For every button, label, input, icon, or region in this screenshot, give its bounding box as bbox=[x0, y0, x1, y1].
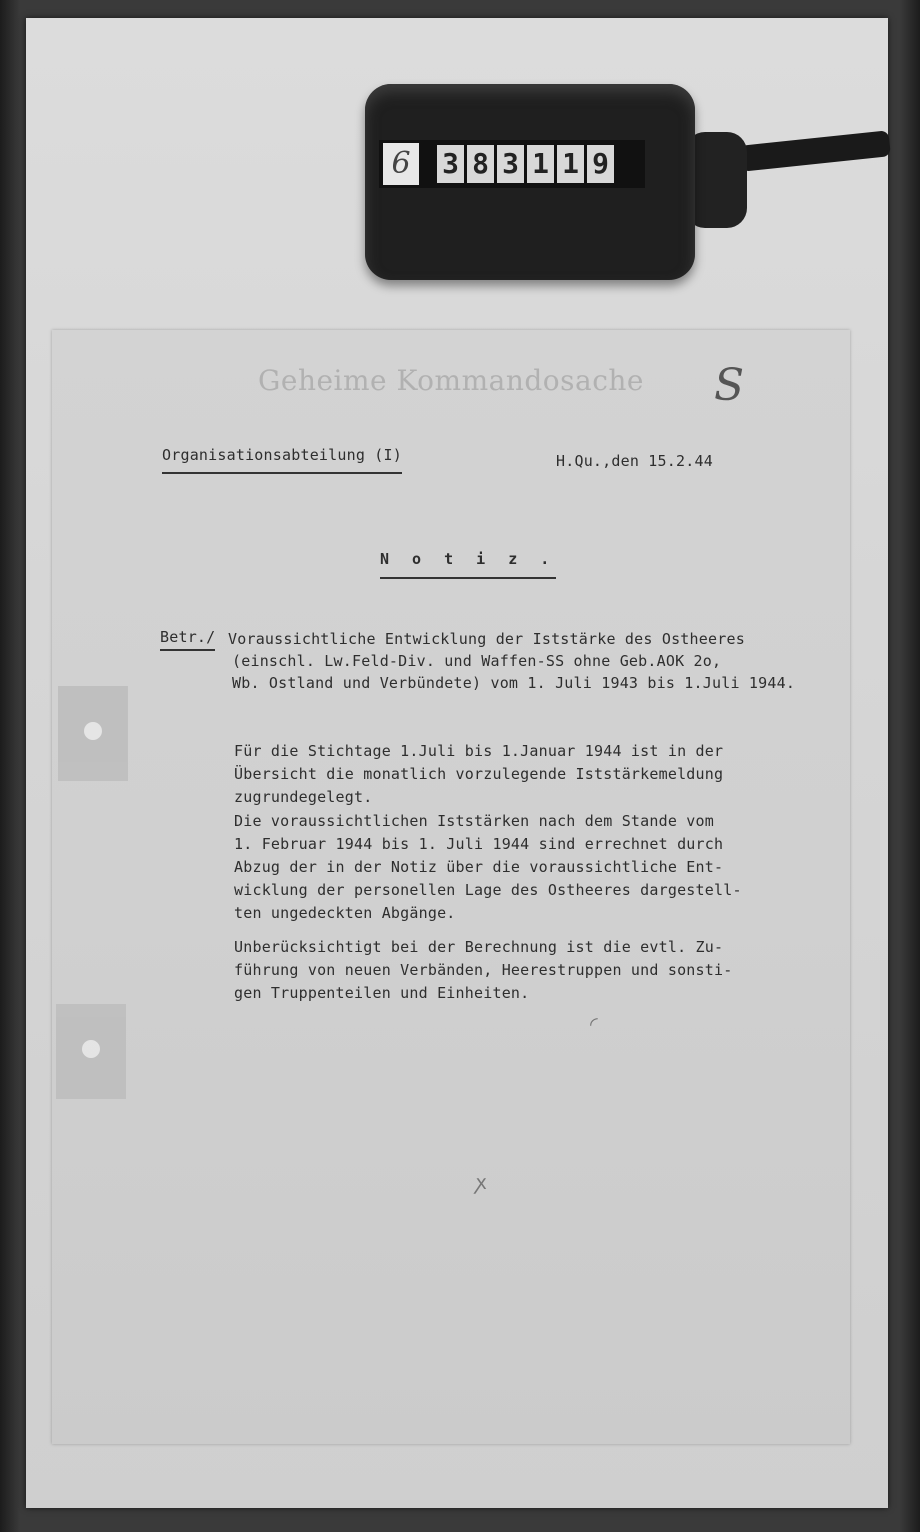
paragraph-2 bbox=[234, 810, 742, 925]
classification-stamp: Geheime Kommandosache bbox=[258, 364, 644, 397]
department-heading: Organisationsabteilung (I) bbox=[162, 444, 402, 474]
counter-digit: 1 bbox=[527, 145, 554, 183]
punch-hole-mark bbox=[58, 686, 128, 781]
paragraph-line: Unberücksichtigt bei der Berechnung ist die evtl. Zu- bbox=[234, 938, 724, 956]
frame-counter bbox=[365, 84, 745, 280]
counter-prefix: 6 bbox=[383, 143, 419, 185]
pencil-mark: ◜ bbox=[590, 1012, 598, 1036]
paragraph-line: Die voraussichtlichen Iststärken nach dem Stande vom bbox=[234, 812, 714, 830]
paragraph-line: zugrundegelegt. bbox=[234, 788, 373, 806]
paragraph-line: ten ungedeckten Abgänge. bbox=[234, 904, 456, 922]
counter-window bbox=[379, 140, 645, 188]
counter-digit: 3 bbox=[437, 145, 464, 183]
counter-digit: 8 bbox=[467, 145, 494, 183]
subject-text bbox=[228, 628, 795, 694]
typed-document-page bbox=[52, 330, 850, 1444]
subject-line: (einschl. Lw.Feld-Div. und Waffen-SS ohne Geb.AOK 2o, bbox=[232, 652, 722, 670]
paragraph-1 bbox=[234, 740, 723, 809]
document-title: N o t i z . bbox=[380, 548, 556, 579]
handwritten-initial: S bbox=[714, 360, 745, 411]
paragraph-3 bbox=[234, 936, 732, 1005]
paragraph-line: wicklung der personellen Lage des Ostheeres dargestell- bbox=[234, 881, 742, 899]
counter-body bbox=[365, 84, 695, 280]
paragraph-line: Übersicht die monatlich vorzulegende Iststärkemeldung bbox=[234, 765, 724, 783]
subject-line: Wb. Ostland und Verbündete) vom 1. Juli 1943 bis 1.Juli 1944. bbox=[232, 674, 796, 692]
counter-digit: 1 bbox=[557, 145, 584, 183]
counter-digit: 9 bbox=[587, 145, 614, 183]
paragraph-line: Abzug der in der Notiz über die voraussichtliche Ent- bbox=[234, 858, 724, 876]
place-date: H.Qu.,den 15.2.44 bbox=[556, 452, 713, 470]
paragraph-line: führung von neuen Verbänden, Heerestruppen und sonsti- bbox=[234, 961, 733, 979]
punch-hole-mark bbox=[56, 1004, 126, 1099]
subject-line: Voraussichtliche Entwicklung der Iststärke des Ostheeres bbox=[228, 630, 745, 648]
paragraph-line: gen Truppenteilen und Einheiten. bbox=[234, 984, 530, 1002]
subject-label: Betr./ bbox=[160, 626, 215, 651]
paragraph-line: 1. Februar 1944 bis 1. Juli 1944 sind errechnet durch bbox=[234, 835, 724, 853]
pencil-mark: ꭗ bbox=[476, 1170, 487, 1194]
counter-digit: 3 bbox=[497, 145, 524, 183]
counter-digits bbox=[437, 145, 614, 183]
paragraph-line: Für die Stichtage 1.Juli bis 1.Januar 1944 ist in der bbox=[234, 742, 724, 760]
